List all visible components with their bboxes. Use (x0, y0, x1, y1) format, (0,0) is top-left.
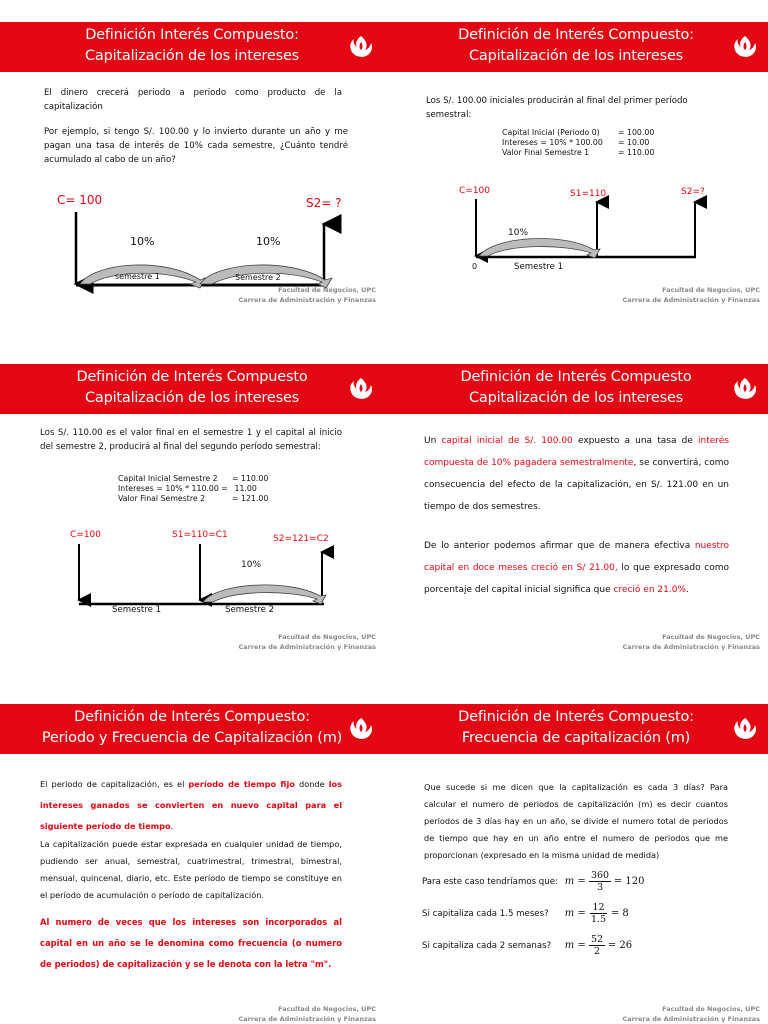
formula-row: Para este caso tendríamos que: m = $\frac{360}{3}$ = 120 (422, 870, 645, 893)
paragraph: El dinero crecerá periodo a periodo como producto de la capitalización (44, 88, 342, 112)
period-zero-label: 0 (472, 262, 478, 271)
footer: Facultad de Negocios, UPC Carrera de Administración y Finanzas (622, 286, 760, 304)
rate-label: 10% (256, 235, 281, 248)
s2-label: S2= ? (306, 196, 342, 210)
slide-header (0, 704, 384, 754)
paragraph: Por ejemplo, si tengo S/. 100.00 y lo invierto durante un año y me pagan una tasa de interés de 10% cada semestre, ¿Cuánto tendré acumulado al cabo de un año? (44, 127, 348, 165)
paragraph: Un capital inicial de S/. 100.00 expuesto a una tasa de interés compuesta de 10% pagadera semestralmente, se convertirá, como consecuencia del efecto de la capitalización, en S/. 121.00 en un tiempo de dos semestres. (424, 436, 730, 512)
formula-row: Si capitaliza cada 1.5 meses? m = $\frac{12}{1.5}$ = 8 (422, 902, 629, 925)
slide-title: Definición de Interés Compuesto Capitalización de los intereses (76, 369, 308, 406)
calc-row: Capital Inicial (Periodo 0) = 100.00 (502, 128, 655, 137)
slide-6 (384, 704, 768, 1024)
s2-label: S2=121=C2 (273, 534, 329, 544)
period-label: Semestre 1 (514, 262, 564, 272)
slide-title: Definición de Interés Compuesto: Capitalización de los intereses (458, 27, 694, 64)
calc-row: Valor Final Semestre 1 = 110.00 (502, 148, 655, 157)
rate-label: 10% (508, 228, 529, 238)
fraction: $\frac{52}{2}$ (590, 934, 604, 957)
upc-logo-icon (728, 712, 762, 746)
paragraph: De lo anterior podemos afirmar que de manera efectiva nuestro capital en doce meses creció en S/ 21.00, lo que expresado como porcentaje del capital inicial significa que creció en 21.0%. (424, 541, 730, 595)
slide-title: Definición de Interés Compuesto: Frecuencia de capitalización (m) (458, 709, 694, 746)
period-label: Semestre 1 (112, 605, 162, 615)
footer: Facultad de Negocios, UPC Carrera de Administración y Finanzas (238, 633, 376, 651)
footer: Facultad de Negocios, UPC Carrera de Administración y Finanzas (622, 633, 760, 651)
s1-label: S1=110 (570, 189, 607, 199)
period-label: Semestre 2 (225, 605, 275, 615)
paragraph: Los S/. 100.00 iniciales producirán al final del primer período semestral: (426, 96, 688, 120)
footer: Facultad de Negocios, UPC Carrera de Administración y Finanzas (238, 1005, 376, 1023)
calc-row: Capital Inicial Semestre 2 = 110.00 (118, 474, 269, 483)
slide-header (384, 364, 768, 414)
period-label: Semestre 2 (235, 273, 281, 282)
capital-label: C= 100 (57, 193, 103, 207)
slide-title: Definición Interés Compuesto: Capitalización de los intereses (84, 27, 300, 64)
calc-row: Valor Final Semestre 2 = 121.00 (118, 494, 269, 503)
paragraph: Que sucede si me dicen que la capitalización es cada 3 días? Para calcular el numero de periodos de capitalización (m) es decir cuantos periodos de 3 días hay en un año, se divide el numero total de periodos de tiempo que hay en un año entre el numero de periodos que me proporcionan (expresado en la misma unidad de medida) (424, 782, 728, 860)
slide-title: Definición de Interés Compuesto: Periodo y Frecuencia de Capitalización (m) (41, 709, 343, 746)
paragraph: El periodo de capitalización, es el período de tiempo fijo donde los intereses ganados se convierten en nuevo capital para el siguiente período de tiempo. (40, 779, 343, 831)
calc-row: Intereses = 10% * 110.00 = 11.00 (118, 484, 257, 493)
rate-label: 10% (130, 235, 155, 248)
rate-label: 10% (241, 560, 262, 570)
fraction: $\frac{360}{3}$ (590, 870, 610, 893)
paragraph: La capitalización puede estar expresada en cualquier unidad de tiempo, pudiendo ser anual, semestral, cuatrimestral, trimestral, bimestral, mensual, quincenal, diario, etc. Este período de tiempo se constituye en el período de acumulación o período de capitalización. (40, 839, 342, 900)
s1-label: S1=110=C1 (172, 530, 228, 540)
formula-row: Si capitaliza cada 2 semanas? m = $\frac{52}{2}$ = 26 (422, 934, 633, 957)
paragraph: Al numero de veces que los intereses son incorporados al capital en un año se le denomina como frecuencia (o numero de periodos) de capitalización y se le denota con la letra "m". (40, 917, 342, 969)
paragraph: Los S/. 110.00 es el valor final en el semestre 1 y el capital al inicio del semestre 2, producirá al final del segundo período semestral: (40, 428, 342, 452)
calc-row: Intereses = 10% * 100.00 = 10.00 (502, 138, 650, 147)
s2-label: S2=? (681, 187, 705, 197)
slide-3 (0, 364, 384, 684)
capital-label: C=100 (459, 186, 491, 196)
period-label: semestre 1 (115, 272, 160, 281)
slide-1 (0, 22, 384, 342)
fraction: $\frac{12}{1.5}$ (590, 902, 607, 925)
footer: Facultad de Negocios, UPC Carrera de Administración y Finanzas (238, 286, 376, 304)
slide-5 (0, 704, 384, 1024)
upc-logo-icon (344, 712, 378, 746)
upc-logo-icon (728, 372, 762, 406)
slide-header (384, 704, 768, 754)
slide-title: Definición de Interés Compuesto Capitalización de los intereses (460, 369, 692, 406)
footer: Facultad de Negocios, UPC Carrera de Administración y Finanzas (622, 1005, 760, 1023)
capital-label: C=100 (70, 530, 102, 540)
slide-2 (384, 22, 768, 342)
slide-4 (384, 364, 768, 684)
